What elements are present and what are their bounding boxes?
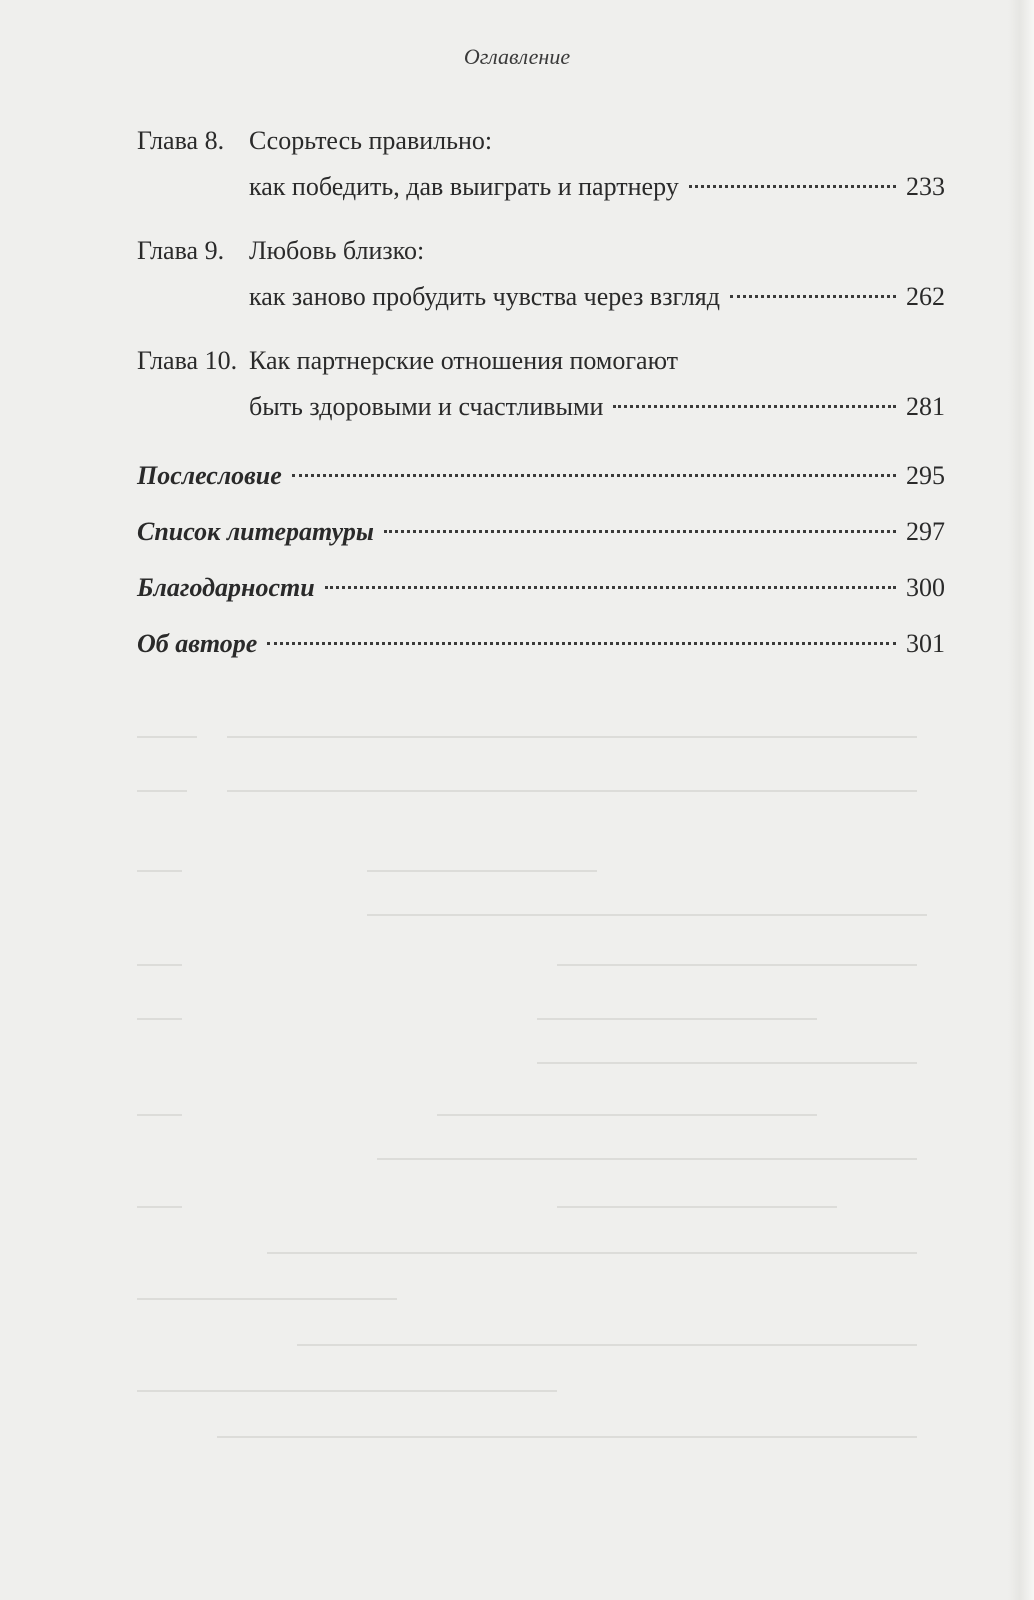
section-title: Об авторе <box>137 629 258 658</box>
chapter-title: Ссорьтесь правильно: <box>249 126 493 155</box>
dot-leader <box>267 642 896 645</box>
section-title: Список литературы <box>137 517 374 546</box>
page-number: 301 <box>906 629 945 658</box>
page-number: 297 <box>906 517 945 546</box>
page-number: 233 <box>906 172 945 201</box>
dot-leader <box>292 474 896 477</box>
chapter-subtitle: быть здоровыми и счастливыми <box>249 392 604 421</box>
dot-leader <box>730 295 896 298</box>
page-number: 295 <box>906 461 945 490</box>
page-number: 300 <box>906 573 945 602</box>
page-number: 281 <box>906 392 945 421</box>
toc-bibliography <box>137 504 945 560</box>
chapter-subtitle: как победить, дав выиграть и партнеру <box>249 172 679 201</box>
chapter-number: Глава 8. <box>137 126 225 155</box>
dot-leader <box>325 586 896 589</box>
toc-about-author <box>137 616 945 672</box>
toc-chapter-8 <box>137 118 945 210</box>
chapter-title: Как партнерские отношения помогают <box>249 346 679 375</box>
back-matter-list <box>137 448 945 672</box>
dot-leader <box>384 530 896 533</box>
chapter-title: Любовь близко: <box>249 236 425 265</box>
chapter-number: Глава 10. <box>137 346 238 375</box>
dot-leader <box>689 185 896 188</box>
table-of-contents <box>137 118 945 672</box>
toc-afterword <box>137 448 945 504</box>
section-title: Послесловие <box>137 461 282 490</box>
chapter-subtitle: как заново пробудить чувства через взгляд <box>249 282 720 311</box>
toc-chapter-9 <box>137 228 945 320</box>
section-title: Благодарности <box>137 573 315 602</box>
toc-acknowledgements <box>137 560 945 616</box>
page-number: 262 <box>906 282 945 311</box>
toc-chapter-10 <box>137 338 945 430</box>
chapter-number: Глава 9. <box>137 236 225 265</box>
page-edge <box>1008 0 1034 1600</box>
dot-leader <box>613 405 896 408</box>
running-head: Оглавление <box>463 44 571 69</box>
